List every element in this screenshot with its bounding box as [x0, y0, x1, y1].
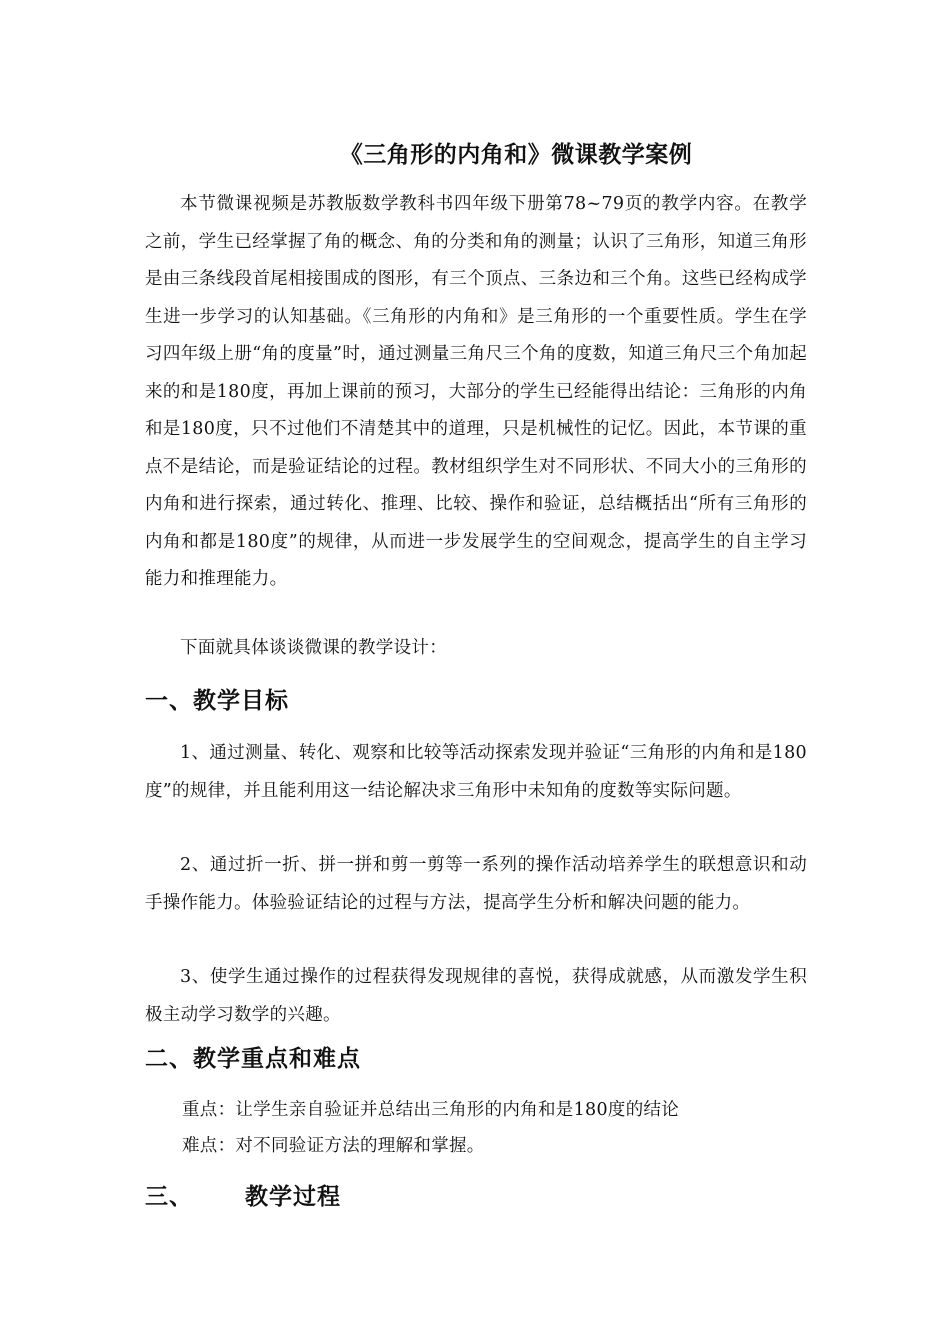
section-number: 三、: [145, 1184, 193, 1210]
section-title: 教学重点和难点: [193, 1046, 361, 1072]
section-heading-objectives: [145, 682, 289, 715]
objective-item: 1、通过测量、转化、观察和比较等活动探索发现并验证“三角形的内角和是180度”的规律，并且能利用这一结论解决求三角形中未知角的度数等实际问题。: [145, 743, 807, 801]
section-number: 一、: [145, 688, 193, 714]
section-number: 二、: [145, 1046, 193, 1072]
section-title: 教学目标: [193, 688, 289, 714]
key-point-text: 重点：让学生亲自验证并总结出三角形的内角和是180度的结论: [182, 1100, 680, 1120]
objective-item: 2、通过折一折、拼一拼和剪一剪等一系列的操作活动培养学生的联想意识和动手操作能力。体验验证结论的过程与方法，提高学生分析和解决问题的能力。: [145, 855, 807, 913]
section-title: 教学过程: [245, 1184, 341, 1210]
difficulty-text: 难点：对不同验证方法的理解和掌握。: [182, 1136, 485, 1156]
section-heading-key-points: [145, 1040, 361, 1073]
objective-item: 3、使学生通过操作的过程获得发现规律的喜悦，获得成就感，从而激发学生积极主动学习数学的兴趣。: [145, 967, 807, 1025]
document-title: 《三角形的内角和》微课教学案例: [339, 142, 693, 168]
intro-paragraph: 本节微课视频是苏教版数学教科书四年级下册第78~79页的教学内容。在教学之前，学生已经掌握了角的概念、角的分类和角的测量；认识了三角形，知道三角形是由三条线段首尾相接围成的图形，有三个顶点、三条边和三个角。这些已经构成学生进一步学习的认知基础。《三角形的内角和》是三角形的一个重要性质。学生在学习四年级上册“角的度量”时，通过测量三角尺三个角的度数，知道三角尺三个角加起来的和是180度，再加上课前的预习，大部分的学生已经能得出结论：三角形的内角和是180度，只不过他们不清楚其中的道理，只是机械性的记忆。因此，本节课的重点不是结论，而是验证结论的过程。教材组织学生对不同形状、不同大小的三角形的内角和进行探索，通过转化、推理、比较、操作和验证，总结概括出“所有三角形的内角和都是180度”的规律，从而进一步发展学生的空间观念，提高学生的自主学习能力和推理能力。: [145, 194, 807, 589]
section-heading-process: [145, 1178, 341, 1211]
intro-lead: 下面就具体谈谈微课的教学设计：: [180, 638, 447, 658]
